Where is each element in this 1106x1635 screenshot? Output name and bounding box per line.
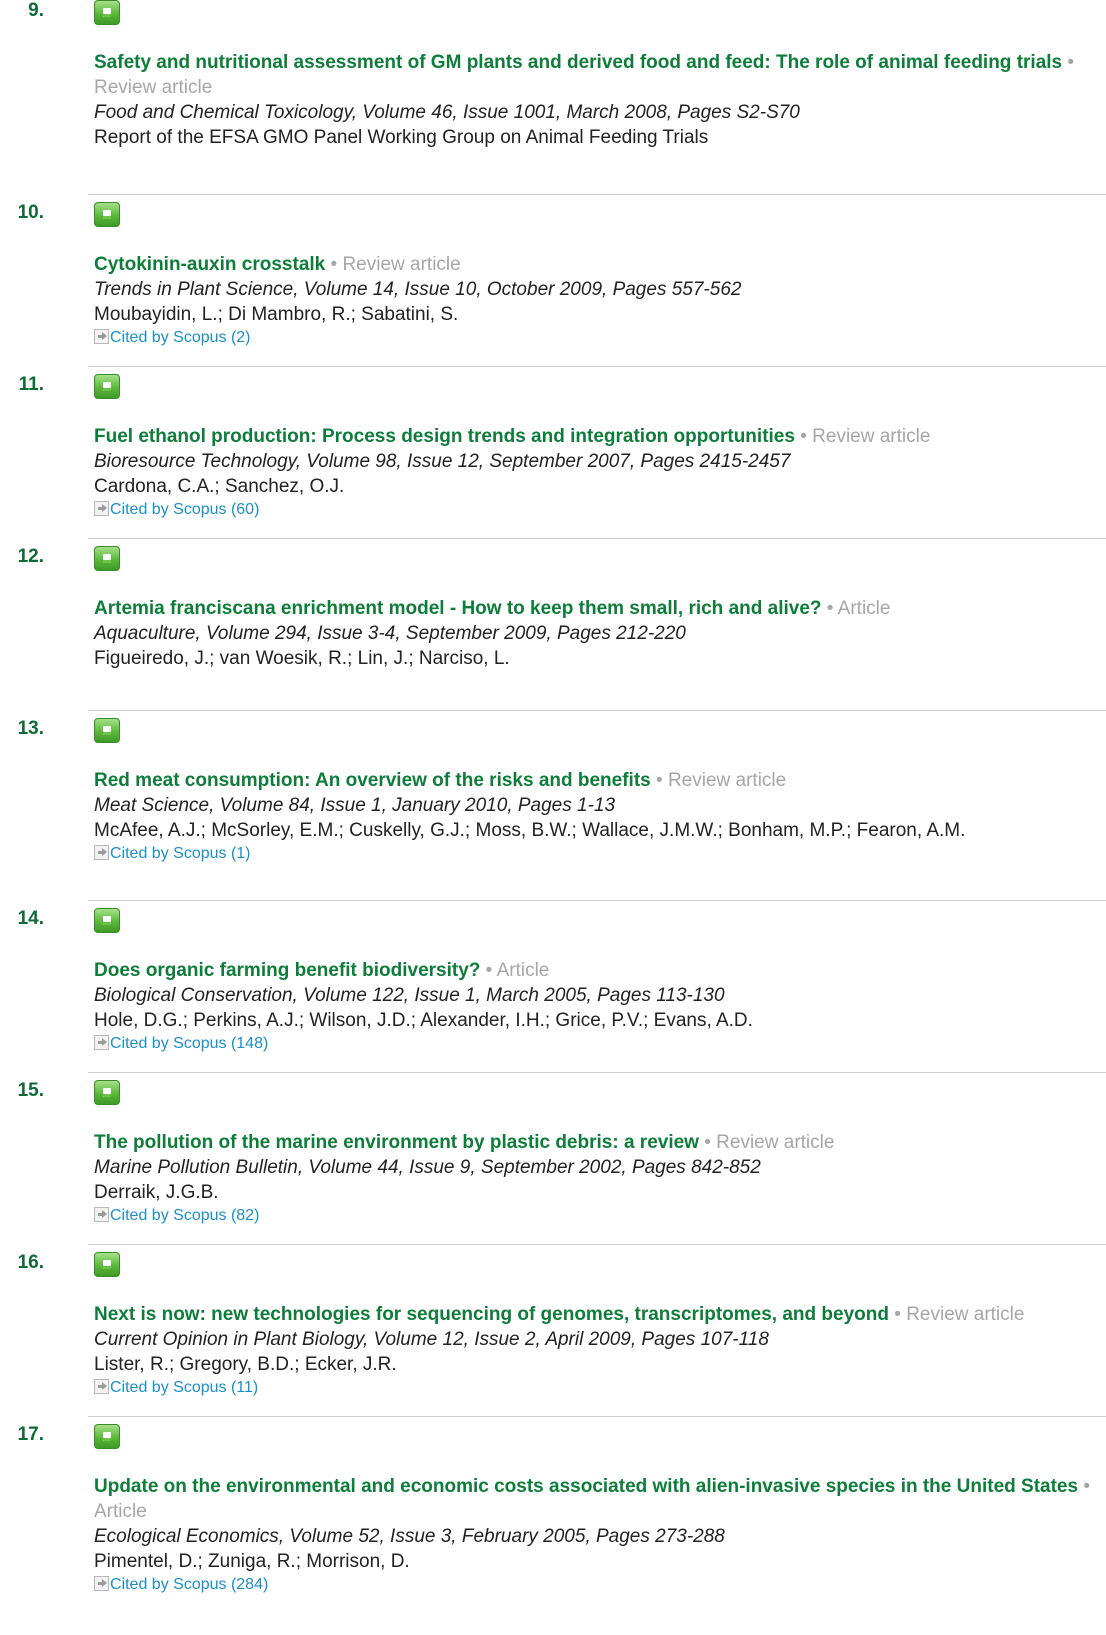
result-authors: McAfee, A.J.; McSorley, E.M.; Cuskelly, G.J.; Moss, B.W.; Wallace, J.M.W.; Bonham, M.P.; Fearon, A.M. (94, 820, 966, 841)
result-number: 9. (28, 0, 44, 21)
type-separator: • (821, 598, 838, 619)
result-authors: Figueiredo, J.; van Woesik, R.; Lin, J.; Narciso, L. (94, 648, 510, 669)
result-authors: Report of the EFSA GMO Panel Working Group on Animal Feeding Trials (94, 127, 709, 148)
pdf-download-icon[interactable] (94, 1424, 120, 1449)
result-title-line (94, 424, 1094, 449)
cited-by-scopus-link[interactable] (94, 327, 1094, 349)
result-title-link[interactable]: Fuel ethanol production: Process design trends and integration opportunities (94, 426, 795, 447)
cited-by-scopus-link[interactable] (94, 843, 1094, 865)
result-title-line (94, 596, 1094, 621)
result-divider (88, 538, 1106, 539)
pdf-download-icon[interactable] (94, 0, 120, 25)
result-body (94, 252, 1094, 349)
type-separator: • (888, 1304, 907, 1325)
result-body (94, 1302, 1094, 1399)
result-source: Biological Conservation, Volume 122, Issue 1, March 2005, Pages 113-130 (94, 985, 725, 1006)
result-source: Aquaculture, Volume 294, Issue 3-4, September 2009, Pages 212-220 (94, 623, 686, 644)
cited-by-scopus-link[interactable] (94, 1377, 1094, 1399)
cited-by-scopus-link[interactable] (94, 1033, 1094, 1055)
result-title-line (94, 768, 1094, 793)
article-type: Review article (667, 770, 787, 791)
result-body (94, 50, 1094, 150)
type-separator: • (650, 770, 668, 791)
result-divider (88, 710, 1106, 711)
result-title-link[interactable]: Does organic farming benefit biodiversity? (94, 960, 481, 981)
article-type: Review article (812, 426, 931, 447)
result-title-line (94, 1302, 1094, 1327)
arrow-right-icon (94, 1207, 109, 1222)
result-divider (88, 1416, 1106, 1417)
result-title-link[interactable]: Update on the environmental and economic costs associated with alien-invasive species in the United States (94, 1476, 1079, 1497)
result-divider (88, 900, 1106, 901)
arrow-right-icon (94, 329, 109, 344)
type-separator: • (480, 960, 497, 981)
result-authors: Lister, R.; Gregory, B.D.; Ecker, J.R. (94, 1354, 397, 1375)
result-divider (88, 194, 1106, 195)
article-type: Review article (906, 1304, 1025, 1325)
article-type: Article (837, 598, 891, 619)
cited-by-label: Cited by Scopus (2) (110, 329, 251, 346)
result-title-link[interactable]: Artemia franciscana enrichment model - How to keep them small, rich and alive? (94, 598, 822, 619)
result-title-link[interactable]: Red meat consumption: An overview of the risks and benefits (94, 770, 651, 791)
result-source: Food and Chemical Toxicology, Volume 46, Issue 1001, March 2008, Pages S2-S70 (94, 102, 800, 123)
cited-by-label: Cited by Scopus (11) (110, 1379, 259, 1396)
cited-by-scopus-link[interactable] (94, 1205, 1094, 1227)
result-authors: Cardona, C.A.; Sanchez, O.J. (94, 476, 345, 497)
type-separator: • (1062, 52, 1075, 73)
result-body (94, 768, 1094, 865)
result-source: Current Opinion in Plant Biology, Volume 12, Issue 2, April 2009, Pages 107-118 (94, 1329, 769, 1350)
result-source: Bioresource Technology, Volume 98, Issue 12, September 2007, Pages 2415-2457 (94, 451, 791, 472)
result-title-link[interactable]: Next is now: new technologies for sequencing of genomes, transcriptomes, and beyond (94, 1304, 889, 1325)
result-authors: Pimentel, D.; Zuniga, R.; Morrison, D. (94, 1551, 410, 1572)
result-authors: Hole, D.G.; Perkins, A.J.; Wilson, J.D.; Alexander, I.H.; Grice, P.V.; Evans, A.D. (94, 1010, 753, 1031)
result-divider (88, 1072, 1106, 1073)
article-type: Review article (716, 1132, 835, 1153)
article-type: Review article (342, 254, 461, 275)
cited-by-scopus-link[interactable] (94, 1574, 1094, 1596)
cited-by-label: Cited by Scopus (148) (110, 1035, 269, 1052)
pdf-download-icon[interactable] (94, 546, 120, 571)
result-title-line (94, 50, 1094, 100)
result-body (94, 596, 1094, 671)
result-title-line (94, 1130, 1094, 1155)
result-number: 15. (17, 1080, 44, 1101)
arrow-right-icon (94, 845, 109, 860)
pdf-download-icon[interactable] (94, 1080, 120, 1105)
type-separator: • (1078, 1476, 1090, 1497)
type-separator: • (698, 1132, 717, 1153)
article-type: Article (94, 1501, 147, 1522)
result-title-link[interactable]: Cytokinin-auxin crosstalk (94, 254, 326, 275)
result-number: 17. (17, 1424, 44, 1445)
result-number: 14. (17, 908, 44, 929)
result-source: Ecological Economics, Volume 52, Issue 3, February 2005, Pages 273-288 (94, 1526, 725, 1547)
result-title-line (94, 252, 1094, 277)
cited-by-scopus-link[interactable] (94, 499, 1094, 521)
result-title-link[interactable]: Safety and nutritional assessment of GM plants and derived food and feed: The role of animal feeding trials (94, 52, 1063, 73)
pdf-download-icon[interactable] (94, 908, 120, 933)
result-number: 10. (17, 202, 44, 223)
result-body (94, 424, 1094, 521)
arrow-right-icon (94, 1379, 109, 1394)
article-type: Review article (94, 77, 213, 98)
cited-by-label: Cited by Scopus (60) (110, 501, 260, 518)
result-divider (88, 1244, 1106, 1245)
arrow-right-icon (94, 501, 109, 516)
arrow-right-icon (94, 1576, 109, 1591)
result-number: 12. (17, 546, 44, 567)
type-separator: • (794, 426, 813, 447)
result-number: 13. (17, 718, 44, 739)
cited-by-label: Cited by Scopus (1) (110, 845, 251, 862)
type-separator: • (325, 254, 343, 275)
result-title-line (94, 958, 1094, 983)
result-number: 16. (17, 1252, 44, 1273)
result-authors: Derraik, J.G.B. (94, 1182, 219, 1203)
result-divider (88, 366, 1106, 367)
pdf-download-icon[interactable] (94, 718, 120, 743)
result-number: 11. (18, 374, 44, 395)
pdf-download-icon[interactable] (94, 202, 120, 227)
article-type: Article (496, 960, 550, 981)
result-title-line (94, 1474, 1094, 1524)
pdf-download-icon[interactable] (94, 1252, 120, 1277)
result-title-link[interactable]: The pollution of the marine environment by plastic debris: a review (94, 1132, 699, 1153)
pdf-download-icon[interactable] (94, 374, 120, 399)
result-source: Trends in Plant Science, Volume 14, Issue 10, October 2009, Pages 557-562 (94, 279, 742, 300)
result-source: Marine Pollution Bulletin, Volume 44, Issue 9, September 2002, Pages 842-852 (94, 1157, 761, 1178)
result-body (94, 958, 1094, 1055)
result-body (94, 1130, 1094, 1227)
cited-by-label: Cited by Scopus (284) (110, 1576, 269, 1593)
result-source: Meat Science, Volume 84, Issue 1, January 2010, Pages 1-13 (94, 795, 616, 816)
result-authors: Moubayidin, L.; Di Mambro, R.; Sabatini, S. (94, 304, 459, 325)
result-body (94, 1474, 1094, 1596)
arrow-right-icon (94, 1035, 109, 1050)
cited-by-label: Cited by Scopus (82) (110, 1207, 260, 1224)
